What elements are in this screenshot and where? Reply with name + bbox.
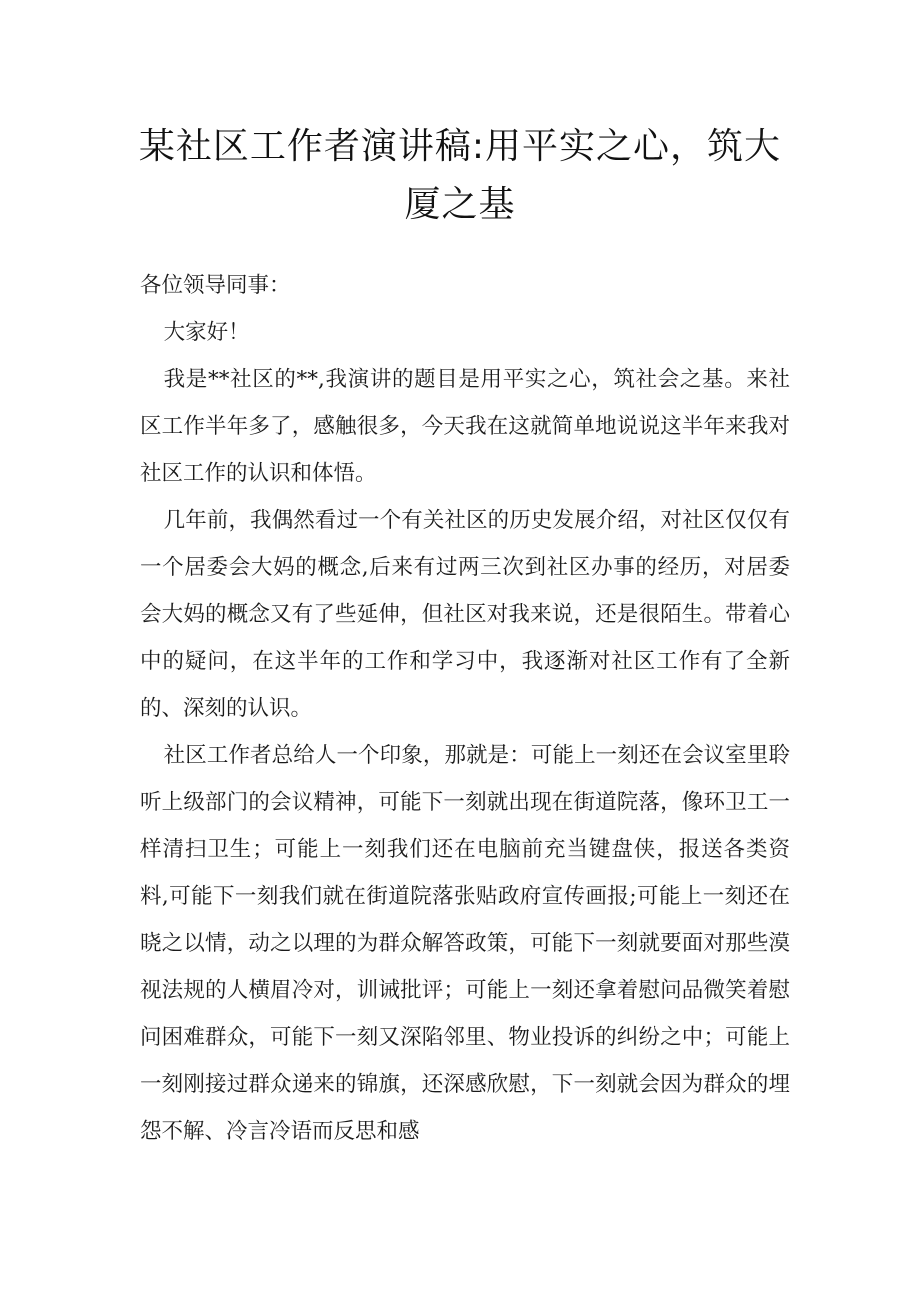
title-line-1: 某社区工作者演讲稿:用平实之心，筑大: [138, 126, 782, 167]
salutation: 各位领导同事：: [140, 273, 291, 298]
paragraph-background: 几年前，我偶然看过一个有关社区的历史发展介绍，对社区仅仅有一个居委会大妈的概念,后来有过两三次到社区办事的经历，对居委会大妈的概念又有了些延伸，但社区对我来说，还是很陌生。带着心中的疑问，在这半年的工作和学习中，我逐渐对社区工作有了全新的、深刻的认识。: [140, 508, 790, 721]
paragraph-work-description: 社区工作者总给人一个印象，那就是：可能上一刻还在会议室里聆听上级部门的会议精神，可能下一刻就出现在街道院落，像环卫工一样清扫卫生；可能上一刻我们还在电脑前充当键盘侠，报送各类资料,可能下一刻我们就在街道院落张贴政府宣传画报;可能上一刻还在晓之以情，动之以理的为群众解答政策，可能下一刻就要面对那些漠视法规的人横眉冷对，训诫批评；可能上一刻还拿着慰问品微笑着慰问困难群众，可能下一刻又深陷邻里、物业投诉的纠纷之中；可能上一刻刚接过群众递来的锦旗，还深感欣慰，下一刻就会因为群众的埋怨不解、冷言冷语而反思和感: [140, 743, 790, 1144]
paragraph-intro: 我是**社区的**,我演讲的题目是用平实之心，筑社会之基。来社区工作半年多了，感触很多，今天我在这就简单地说说这半年来我对社区工作的认识和体悟。: [140, 367, 790, 486]
document-body: [140, 262, 790, 1155]
title-line-2: 厦之基: [404, 184, 516, 225]
document-title: [120, 118, 800, 234]
paragraph-greeting: 大家好！: [163, 320, 250, 345]
